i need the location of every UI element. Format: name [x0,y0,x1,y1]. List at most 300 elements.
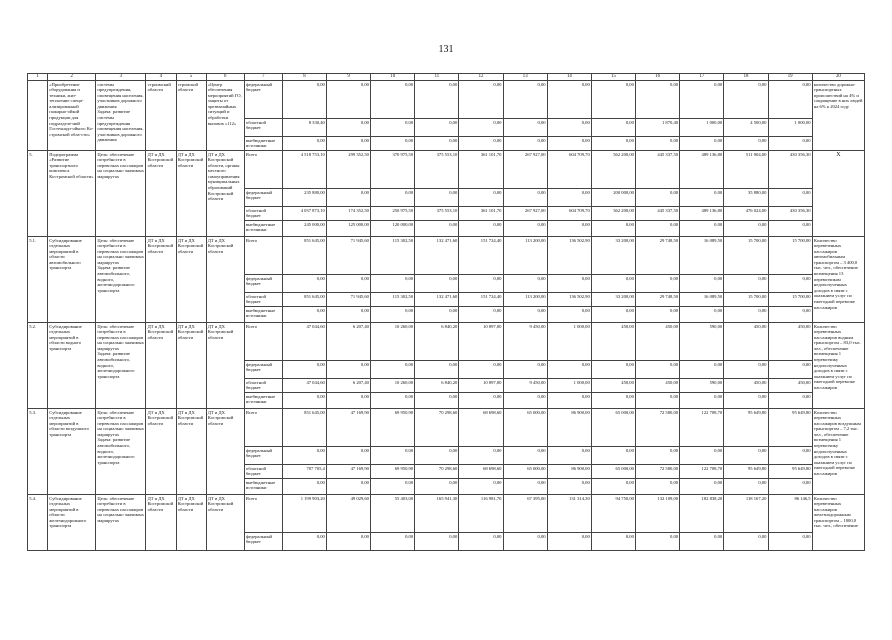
column-number: 7 [244,74,282,81]
column-number: 3 [96,74,146,81]
amount-cell: 136 502,90 [547,237,591,275]
amount-cell: 0,00 [415,221,459,237]
amount-cell: 0,00 [768,221,812,237]
amount-cell: 430 356,30 [768,207,812,221]
amount-cell: 120 000,00 [371,221,415,237]
amount-cell: 0,00 [591,393,635,409]
amount-cell: 0,00 [547,81,591,119]
amount-cell: 0,00 [680,361,724,379]
amount-cell: 0,00 [591,275,635,293]
amount-cell: 15 700,00 [724,293,768,307]
amount-cell: 0,00 [327,479,371,495]
amount-cell: 0,00 [768,189,812,207]
funding-source: федеральный бюджет [244,533,282,551]
amount-cell: 151 724,40 [459,293,503,307]
amount-cell: 0,00 [371,393,415,409]
amount-cell: 0,00 [547,189,591,207]
amount-cell: 604 709,70 [547,151,591,189]
column-number: 4 [146,74,176,81]
row-number: 5.2. [28,323,48,409]
target-indicator: Количество перевезенных пассажиров воздушным транспортом – 7,2 тыс. чел., обеспечение возмещения 1 перевозчику недополученных доходов в связи с оказанием услуг по ежегодной перевозке пассажиров [812,409,864,495]
amount-cell: 0,00 [459,119,503,137]
amount-cell: 445 337,50 [636,151,680,189]
amount-cell: 0,00 [591,361,635,379]
amount-cell: 0,00 [724,533,768,551]
amount-cell: 0,00 [636,307,680,323]
amount-cell: 851 645,00 [282,237,326,275]
amount-cell: 0,00 [459,275,503,293]
responsible-executor: строимский области [146,81,176,151]
column-number: 20 [812,74,864,81]
amount-cell: 16 089,50 [680,237,724,275]
table-row [28,323,865,361]
table-row [28,495,865,533]
responsible-executor: ДТ и ДХ Костромской области [146,151,176,237]
amount-cell: 122 708,70 [680,465,724,479]
goal-task: Цель: обеспечение потребности в перевозках пассажиров на социально значимых маршрутах Задача: развитие автомобильного, водного, железнодорожного транспорта [96,237,146,323]
column-number: 14 [547,74,591,81]
amount-cell: 118 167,20 [724,495,768,533]
amount-cell: 0,00 [503,479,547,495]
amount-cell: 71 945,60 [327,237,371,275]
amount-cell: 0,00 [415,447,459,465]
amount-cell: 0,00 [282,533,326,551]
amount-cell: 0,00 [371,119,415,137]
amount-cell: 131 314,30 [547,495,591,533]
amount-cell: 0,00 [327,137,371,151]
amount-cell: 6 207,40 [327,379,371,393]
responsible-executor: ДТ и ДХ Костромской области [146,237,176,323]
amount-cell: 10 897,00 [459,379,503,393]
amount-cell: 0,00 [282,361,326,379]
funding-source: областной бюджет [244,119,282,137]
amount-cell: 115 302,50 [371,237,415,275]
column-number: 1 [28,74,48,81]
amount-cell: 0,00 [503,447,547,465]
amount-cell: 47 169,90 [327,465,371,479]
amount-cell: 0,00 [724,275,768,293]
amount-cell: 0,00 [680,275,724,293]
amount-cell: 0,00 [282,479,326,495]
amount-cell: 0,00 [327,189,371,207]
amount-cell: 361 101,70 [459,151,503,189]
amount-cell: 68 698,60 [459,465,503,479]
responsible-executor: ДТ и ДХ Костромской области [146,323,176,409]
amount-cell: 0,00 [636,275,680,293]
amount-cell: 0,00 [503,361,547,379]
amount-cell: 116 981,70 [459,495,503,533]
amount-cell: 430 356,30 [768,151,812,189]
amount-cell: 0,00 [503,393,547,409]
row-number: 5.3. [28,409,48,495]
amount-cell: 0,00 [547,447,591,465]
column-number: 18 [724,74,768,81]
amount-cell: 0,00 [680,393,724,409]
amount-cell: 0,00 [680,307,724,323]
amount-cell: 4 518 753,10 [282,151,326,189]
amount-cell: 0,00 [282,275,326,293]
amount-cell: 0,00 [371,275,415,293]
amount-cell: 0,00 [724,81,768,119]
funding-source: областной бюджет [244,465,282,479]
amount-cell: 86 900,00 [547,465,591,479]
funding-source: внебюджетные источники [244,221,282,237]
column-number: 15 [591,74,635,81]
participant: ДТ и ДХ Костромской области [206,495,244,551]
amount-cell: 0,00 [415,533,459,551]
amount-cell: 0,00 [327,275,371,293]
amount-cell: 6 840,20 [415,323,459,361]
customer-coordinator: стромской области [176,81,206,151]
amount-cell: 0,00 [371,137,415,151]
column-number: 17 [680,74,724,81]
amount-cell: 49 029,60 [327,495,371,533]
amount-cell: 95 649,80 [724,465,768,479]
funding-source: областной бюджет [244,207,282,221]
amount-cell: 0,00 [591,119,635,137]
customer-coordinator: ДТ и ДХ Костромской области [176,151,206,237]
column-number: 16 [636,74,680,81]
amount-cell: 122 708,70 [680,409,724,447]
amount-cell: 94 750,00 [591,495,635,533]
amount-cell: 69 950,90 [371,465,415,479]
funding-source: Всего [244,409,282,447]
amount-cell: 10 897,00 [459,323,503,361]
participant: ДТ и ДХ Костромской области, органы местного самоуправления муниципальных образований Костромской области [206,151,244,237]
column-number: 13 [503,74,547,81]
amount-cell: 0,00 [282,393,326,409]
amount-cell: 0,00 [591,81,635,119]
amount-cell: 0,00 [636,189,680,207]
target-indicator: Количество перевезенных пассажиров водным транспортом – 83,0 тыс. чел., обеспечение возмещения 1 перевозчику недополученных доходов в связи с оказанием услуг по ежегодной перевозке пассажиров [812,323,864,409]
amount-cell: 0,00 [503,533,547,551]
amount-cell: 0,00 [636,137,680,151]
amount-cell: 0,00 [591,221,635,237]
amount-cell: 450,00 [768,379,812,393]
amount-cell: 15 700,00 [768,237,812,275]
amount-cell: 70 298,60 [415,465,459,479]
amount-cell: 0,00 [724,479,768,495]
amount-cell: 151 724,40 [459,237,503,275]
amount-cell: 47 169,90 [327,409,371,447]
amount-cell: 1 000,00 [680,119,724,137]
amount-cell: 10 260,00 [371,323,415,361]
funding-source: внебюджетные источники [244,137,282,151]
amount-cell: 590,00 [680,379,724,393]
amount-cell: 0,00 [415,137,459,151]
customer-coordinator: ДТ и ДХ Костромской области [176,495,206,551]
table-row [28,409,865,447]
amount-cell: 450,00 [724,323,768,361]
amount-cell: 489 136,80 [680,207,724,221]
amount-cell: 0,00 [459,393,503,409]
amount-cell: 0,00 [371,447,415,465]
amount-cell: 68 698,60 [459,409,503,447]
amount-cell: 0,00 [724,447,768,465]
amount-cell: 0,00 [547,533,591,551]
funding-source: федеральный бюджет [244,361,282,379]
amount-cell: 0,00 [459,221,503,237]
amount-cell: 0,00 [680,447,724,465]
amount-cell: 0,00 [459,479,503,495]
amount-cell: 65 000,00 [591,409,635,447]
goal-task: Цель: обеспечение потребности в перевозках пассажиров на социально значимых маршрутах Задача: развитие автомобильного, водного, железнодорожного транспорта [96,323,146,409]
funding-source: областной бюджет [244,293,282,307]
amount-cell: 0,00 [680,221,724,237]
amount-cell: 370 975,50 [371,151,415,189]
amount-cell: 174 352,50 [327,207,371,221]
amount-cell: 0,00 [636,81,680,119]
target-indicator: Количество перевезенных пассажиров автомобильным транспортом – 3 400,0 тыс. чел., обеспечение возмещения 13 перевозчикам недополученных доходов в связи с оказанием услуг по ежегодной перевозке пассажиров [812,237,864,323]
amount-cell: 33 200,00 [591,237,635,275]
funding-source: внебюджетные источники [244,479,282,495]
goal-task: Цель: обеспечение потребности в перевозках пассажиров на социально значимых маршрутах [96,151,146,237]
amount-cell: 450,00 [591,379,635,393]
amount-cell: 6 840,20 [415,379,459,393]
amount-cell: 55 403,00 [371,495,415,533]
amount-cell: 450,00 [591,323,635,361]
amount-cell: 0,00 [547,119,591,137]
amount-cell: 361 101,70 [459,207,503,221]
amount-cell: 165 941,30 [415,495,459,533]
amount-cell: 450,00 [636,323,680,361]
amount-cell: 1 000,00 [768,119,812,137]
amount-cell: 562 200,00 [591,151,635,189]
funding-source: федеральный бюджет [244,81,282,119]
amount-cell: 0,00 [591,533,635,551]
amount-cell: 0,00 [327,361,371,379]
amount-cell: 0,00 [282,307,326,323]
amount-cell: 1 000,00 [547,379,591,393]
funding-source: федеральный бюджет [244,275,282,293]
amount-cell: 0,00 [547,307,591,323]
amount-cell: 0,00 [547,361,591,379]
column-number: 19 [768,74,812,81]
amount-cell: 0,00 [371,81,415,119]
activity-name: Подпрограмма «Развитие транспортного комплекса Костромской области» [48,151,96,237]
funding-source: федеральный бюджет [244,189,282,207]
amount-cell: 0,00 [680,81,724,119]
amount-cell: 0,00 [768,361,812,379]
amount-cell: 0,00 [503,81,547,119]
amount-cell: 70 298,60 [415,409,459,447]
amount-cell: 450,00 [636,379,680,393]
customer-coordinator: ДТ и ДХ Костромской области [176,323,206,409]
amount-cell: 65 000,00 [503,409,547,447]
amount-cell: 0,00 [371,189,415,207]
amount-cell: 362 200,00 [591,207,635,221]
goal-task: системы предупреждения, оповещения населения, участников дорожного движения Задача: развитие системы предупреждения оповещения населения, участников дорожного движения [96,81,146,151]
funding-source: Всего [244,151,282,189]
funding-source: Всего [244,495,282,533]
amount-cell: 0,00 [415,189,459,207]
amount-cell: 95 649,80 [724,409,768,447]
amount-cell: 0,00 [768,275,812,293]
column-number: 5 [176,74,206,81]
funding-source: внебюджетные источники [244,393,282,409]
amount-cell: 15 700,00 [724,237,768,275]
amount-cell: 0,00 [680,189,724,207]
amount-cell: 0,00 [724,307,768,323]
activity-name: «Приобретение оборудования и техники, жиз-теплоение специ-ализированной пожарно-ойкой продукции для подразделе-ний Гостехнадз-ойкого Ко-стромской обла-сти» [48,81,96,151]
amount-cell: 851 645,00 [282,409,326,447]
amount-cell: 67 395,00 [503,495,547,533]
funding-source: Всего [244,323,282,361]
table-row [28,151,865,189]
amount-cell: 0,00 [282,447,326,465]
activity-name: Субсидирование отдельных мероприятий в области автомобильного транспорта [48,237,96,323]
amount-cell: 851 645,00 [282,293,326,307]
amount-cell: 0,00 [459,137,503,151]
amount-cell: 0,00 [459,189,503,207]
amount-cell: 29 748,50 [636,293,680,307]
amount-cell: 0,00 [503,189,547,207]
amount-cell: 0,00 [503,137,547,151]
amount-cell: 71 945,60 [327,293,371,307]
activity-name: Субсидирование отдельных мероприятий в области водного транспорта [48,323,96,409]
amount-cell: 0,00 [591,447,635,465]
amount-cell: 0,00 [415,81,459,119]
amount-cell: 1 199 903,20 [282,495,326,533]
responsible-executor: ДТ и ДХ Костромской области [146,409,176,495]
amount-cell: 1 000,00 [547,323,591,361]
amount-cell: 15 700,00 [768,293,812,307]
amount-cell: 132 471,60 [415,237,459,275]
amount-cell: 604 709,70 [547,207,591,221]
amount-cell: 590,00 [680,323,724,361]
program-table [27,73,865,551]
amount-cell: 0,00 [591,137,635,151]
amount-cell: 0,00 [768,137,812,151]
amount-cell: 489 136,80 [680,151,724,189]
goal-task: Цель: обеспечение потребности в перевозках пассажиров на социально значимых маршрутах Задача: развитие автомобильного, водного, железнодорожного транспорта [96,409,146,495]
column-number-row [28,74,865,81]
amount-cell: 6 207,40 [327,323,371,361]
amount-cell: 0,00 [724,361,768,379]
amount-cell: 86 146,5 [768,495,812,533]
amount-cell: 375 553,10 [415,207,459,221]
amount-cell: 0,00 [547,393,591,409]
amount-cell: 0,00 [724,393,768,409]
amount-cell: 0,00 [459,361,503,379]
target-indicator: количество дорожно-транспортных происшествий на 4% и сокращение в них людей на 6% к 2024 году [812,81,864,151]
amount-cell: 72 580,00 [636,409,680,447]
amount-cell: 0,00 [768,393,812,409]
funding-source: областной бюджет [244,379,282,393]
row-number: 5. [28,151,48,237]
participant: «Центр обеспечения мероприятий ГО, защиты от чрезвычайных ситуаций и обработки вызовов «112» [206,81,244,151]
amount-cell: 0,00 [459,81,503,119]
activity-name: Субсидирование отдельных мероприятий в области железнодорожного транспорта [48,495,96,551]
amount-cell: 0,00 [636,533,680,551]
responsible-executor: ДТ и ДХ Костромской области [146,495,176,551]
amount-cell: 0,00 [768,479,812,495]
amount-cell: 29 748,50 [636,237,680,275]
amount-cell: 0,00 [415,393,459,409]
amount-cell: 0,00 [371,533,415,551]
amount-cell: 4 037 873,10 [282,207,326,221]
amount-cell: 0,00 [636,361,680,379]
amount-cell: 1 870,40 [636,119,680,137]
participant: ДТ и ДХ Костромской области [206,323,244,409]
amount-cell: 0,00 [547,479,591,495]
amount-cell: 0,00 [768,447,812,465]
amount-cell: 0,00 [680,479,724,495]
column-number: 11 [415,74,459,81]
customer-coordinator: ДТ и ДХ Костромской области [176,237,206,323]
funding-source: федеральный бюджет [244,447,282,465]
amount-cell: 9 450,00 [503,323,547,361]
amount-cell: 0,00 [415,479,459,495]
amount-cell: 86 900,00 [547,409,591,447]
amount-cell: 0,00 [503,275,547,293]
amount-cell: 0,00 [680,137,724,151]
amount-cell: 65 000,00 [591,465,635,479]
amount-cell: 0,00 [327,81,371,119]
amount-cell: 299 352,50 [327,151,371,189]
table-body [28,74,865,551]
column-number: 10 [371,74,415,81]
amount-cell: 10 260,00 [371,379,415,393]
goal-task: Цель: обеспечение потребности в перевозках пассажиров на социально значимых маршрутах [96,495,146,551]
activity-name: Субсидирование отдельных мероприятий в области воздушного транспорта [48,409,96,495]
participant: ДТ и ДХ Костромской области [206,237,244,323]
row-number [28,81,48,151]
amount-cell: 125 000,00 [327,221,371,237]
amount-cell: 47 044,60 [282,379,326,393]
customer-coordinator: ДТ и ДХ Костромской области [176,409,206,495]
amount-cell: 0,00 [503,307,547,323]
amount-cell: 9 450,00 [503,379,547,393]
amount-cell: 0,00 [327,119,371,137]
page-number: 131 [438,44,454,55]
amount-cell: 511 904,00 [724,151,768,189]
amount-cell: 0,00 [768,307,812,323]
participant: ДТ и ДХ Костромской области [206,409,244,495]
amount-cell: 450,00 [724,379,768,393]
amount-cell: 250 975,50 [371,207,415,221]
amount-cell: 0,00 [327,393,371,409]
amount-cell: 0,00 [327,533,371,551]
amount-cell: 707 705,4 [282,465,326,479]
amount-cell: 115 302,50 [371,293,415,307]
amount-cell: 16 089,50 [680,293,724,307]
amount-cell: 113 200,00 [503,237,547,275]
amount-cell: 95 649,80 [768,465,812,479]
amount-cell: 0,00 [415,275,459,293]
table-row [28,81,865,119]
amount-cell: 33 200,00 [591,293,635,307]
amount-cell: 0,00 [680,533,724,551]
amount-cell: 0,00 [591,479,635,495]
amount-cell: 0,00 [768,533,812,551]
amount-cell: 35 880,00 [724,189,768,207]
amount-cell: 0,00 [636,447,680,465]
amount-cell: 0,00 [503,119,547,137]
amount-cell: 0,00 [459,307,503,323]
amount-cell: 69 950,90 [371,409,415,447]
amount-cell: 0,00 [371,361,415,379]
amount-cell: 0,00 [547,137,591,151]
column-number: 6 [206,74,244,81]
amount-cell: 47 044,60 [282,323,326,361]
amount-cell: 0,00 [591,307,635,323]
funding-source: внебюджетные источники [244,307,282,323]
amount-cell: 267 927,00 [503,207,547,221]
amount-cell: 0,00 [327,447,371,465]
amount-cell: 375 553,10 [415,151,459,189]
column-number: 2 [48,74,96,81]
